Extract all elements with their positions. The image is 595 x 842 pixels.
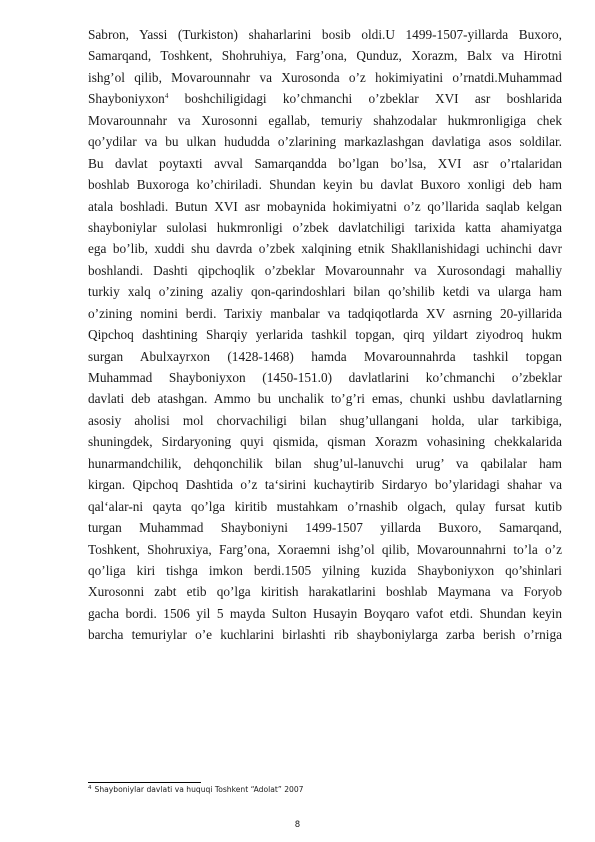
text-line: barcha temuriylar o’e kuchlarini birlashti rib shayboniylarga zarba berish o’rniga (88, 627, 562, 643)
footnote (88, 785, 304, 795)
text-line (88, 88, 562, 109)
text-line: Toshkent, Shohruxiya, Farg’ona, Xoraemni ishg’ol qilib, Movarounnahrni to’la o’z (88, 541, 562, 557)
text-line: qo’liga kiri tishga imkon berdi.1505 yilning kuzida Shayboniyxon qo’shinlari (88, 562, 562, 578)
text-line: ishg’ol qilib, Movarounnahr va Xurosonda o’z hokimiyatini o’rnatdi.Muhammad (88, 69, 562, 85)
text-line: surgan Abulxayrxon (1428-1468) hamda Movarounnahrda tashkil topgan (88, 348, 562, 364)
text-line: o’zining nomini berdi. Tarixiy manbalar va tadqiqotlarda XV asrning 20-yillarida (88, 305, 562, 321)
text-line: Movarounnahr va Xurosonni egallab, temuriy shahzodalar hukmronligiga chek (88, 112, 562, 128)
text-line: kirgan. Qipchoq Dashtida o’z taʻsirini kuchaytirib Sirdaryo bo’ylaridagi shahar va (88, 477, 562, 493)
text-line: Xurosonni zabt etib qo’lga kiritish harakatlarini boshlab Maymana va Foryob (88, 584, 562, 600)
text-line: Samarqand, Toshkent, Shohruhiya, Farg’ona, Qunduz, Xorazm, Balx va Hirotni (88, 48, 562, 64)
text-segment: Shayboniyxon (88, 91, 165, 107)
text-line: boshlab Buxoroga ko’chiriladi. Shundan keyin bu davlat Buxoro xonligi deb ham (88, 177, 562, 193)
text-line: Sabron, Yassi (Turkiston) shaharlarini bosib oldi.U 1499-1507-yillarda Buxoro, (88, 27, 562, 42)
footnote-reference[interactable]: 4 (164, 92, 169, 101)
text-line: asosiy aholisi mol chorvachiligi bilan shug’ullangani holda, ular tarkibiga, (88, 412, 562, 428)
text-line: gacha bordi. 1506 yil 5 mayda Sulton Husayin Boyqaro vafot etdi. Shundan keyin (88, 605, 562, 621)
text-segment: boshchiligidagi ko’chmanchi o’zbeklar XVI asr boshlarida (184, 91, 563, 107)
text-line: shayboniylar sulolasi hukmronligi o’zbek davlatchiligi tarixida katta ahamiyatga (88, 219, 562, 235)
text-line: davlati deb atashgan. Ammo bu unchalik to’g’ri emas, chunki ushbu davlatlarning (88, 391, 562, 407)
text-line: turgan Muhammad Shayboniyni 1499-1507 yillarda Buxoro, Samarqand, (88, 520, 562, 536)
footnote-number: 4 (88, 785, 92, 791)
footnote-text: Shayboniylar davlati va huquqi Toshkent “Adolat” 2007 (94, 785, 304, 794)
text-line: hunarmandchilik, dehqonchilik bilan shug’ul-lanuvchi urug’ va qabilalar ham (88, 455, 562, 471)
text-line: qo’ydilar va bu ulkan hududda o’zlarining markazlashgan davlatiga asos soldilar. (88, 134, 562, 150)
text-line: atala boshladi. Butun XVI asr mobaynida hokimiyatni o’z qo’llarida saqlab kelgan (88, 198, 562, 214)
text-line: boshlandi. Dashti qipchoqlik o’zbeklar Movarounnahr va Xurosondagi mahalliy (88, 262, 562, 278)
footnote-divider (88, 782, 201, 783)
page-number: 8 (294, 820, 301, 830)
text-line: Qipchoq dashtining Sharqiy yerlarida tashkil topgan, qirq yildart ziyodroq hukm (88, 327, 562, 343)
text-line: shuningdek, Sirdaryoning quyi qismida, qisman Xorazm vohasining chekkalarida (88, 434, 562, 450)
text-line: Bu davlat poytaxti avval Samarqandda bo’lgan bo’lsa, XVI asr o’rtalaridan (88, 155, 562, 171)
text-line: ega bo’lib, xuddi shu davrda o’zbek xalqining etnik Shakllanishidagi uchinchi davr (88, 241, 562, 257)
text-line: turkiy xalq o’zining azaliy qon-qarindoshlari bilan qo’shilib ketdi va ularga ham (88, 284, 562, 300)
text-line: qalʻalar-ni qayta qo’lga kiritib mustahkam o’rnashib olgach, qulay fursat kutib (88, 498, 562, 514)
body-text (88, 24, 562, 646)
text-line: Muhammad Shayboniyxon (1450-151.0) davlatlarini ko’chmanchi o’zbeklar (88, 370, 562, 385)
